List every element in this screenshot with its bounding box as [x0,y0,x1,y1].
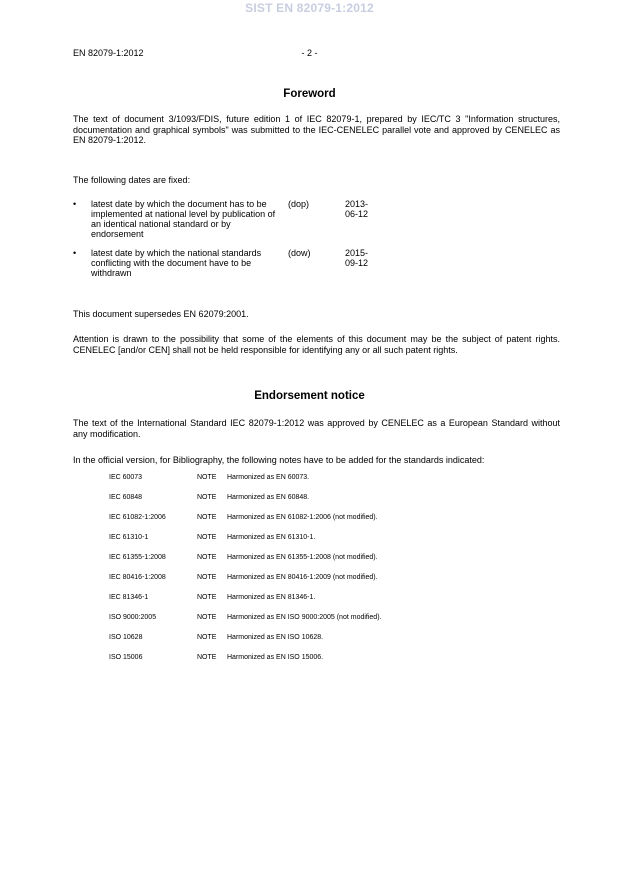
note-text: Harmonized as EN 61355-1:2008 (not modified). [227,554,378,561]
note-text: Harmonized as EN 61082-1:2006 (not modified). [227,514,378,521]
supersedes-text: This document supersedes EN 62079:2001. [73,309,249,319]
note-label: NOTE [197,654,217,661]
note-text: Harmonized as EN 80416-1:2009 (not modified). [227,574,378,581]
note-label: NOTE [197,614,217,621]
note-label: NOTE [197,474,217,481]
note-standard: IEC 60073 [109,474,143,481]
note-standard: IEC 61310-1 [109,534,149,541]
date-item-text: latest date by which the national standards conflicting with the document have to be withdrawn [91,248,262,278]
date-item-date: 2013-06-12 [345,199,369,219]
note-standard: ISO 9000:2005 [109,614,157,621]
bullet-icon: • [73,199,77,209]
watermark: SIST EN 82079-1:2012 [245,1,374,15]
note-text: Harmonized as EN 81346-1. [227,594,316,601]
note-text: Harmonized as EN 60848. [227,494,310,501]
note-label: NOTE [197,494,217,501]
bullet-icon: • [73,248,77,258]
attention-text: Attention is drawn to the possibility that some of the elements of this document may be the subject of patent rights. CENELEC [and/or CEN] shall not be held responsible for identifying any or all such patent rights. [73,334,560,355]
bibliography-intro: In the official version, for Bibliography, the following notes have to be added for the standards indicated: [73,455,485,465]
note-standard: ISO 10628 [109,634,143,641]
header-doc-id: EN 82079-1:2012 [73,48,144,58]
note-standard: IEC 60848 [109,494,143,501]
note-label: NOTE [197,574,217,581]
note-label: NOTE [197,634,217,641]
note-standard: IEC 80416-1:2008 [109,574,166,581]
endorsement-text: The text of the International Standard IEC 82079-1:2012 was approved by CENELEC as a European Standard without any modification. [73,418,560,439]
note-label: NOTE [197,534,217,541]
note-standard: IEC 61082-1:2006 [109,514,166,521]
date-item-code: (dop) [288,199,310,209]
note-label: NOTE [197,594,217,601]
note-text: Harmonized as EN ISO 15006. [227,654,324,661]
note-text: Harmonized as EN ISO 9000:2005 (not modified). [227,614,382,621]
date-item-date: 2015-09-12 [345,248,369,268]
dates-intro: The following dates are fixed: [73,175,191,185]
header-page-number: - 2 - [301,48,318,58]
note-standard: IEC 61355-1:2008 [109,554,166,561]
note-label: NOTE [197,554,217,561]
date-item-text: latest date by which the document has to be implemented at national level by publication of an identical national standard or by endorsement [91,199,276,239]
foreword-intro: The text of document 3/1093/FDIS, future edition 1 of IEC 82079-1, prepared by IEC/TC 3 "Information structures, documentation and graphical symbols" was submitted to the IEC-CENELEC parallel vote and approved by CENELEC as EN 82079-1:2012. [73,114,560,145]
endorsement-title: Endorsement notice [254,390,365,402]
foreword-title: Foreword [283,88,336,100]
note-standard: IEC 81346-1 [109,594,149,601]
note-standard: ISO 15006 [109,654,143,661]
note-text: Harmonized as EN 60073. [227,474,310,481]
note-text: Harmonized as EN ISO 10628. [227,634,324,641]
note-text: Harmonized as EN 61310-1. [227,534,316,541]
note-label: NOTE [197,514,217,521]
date-item-code: (dow) [288,248,311,258]
